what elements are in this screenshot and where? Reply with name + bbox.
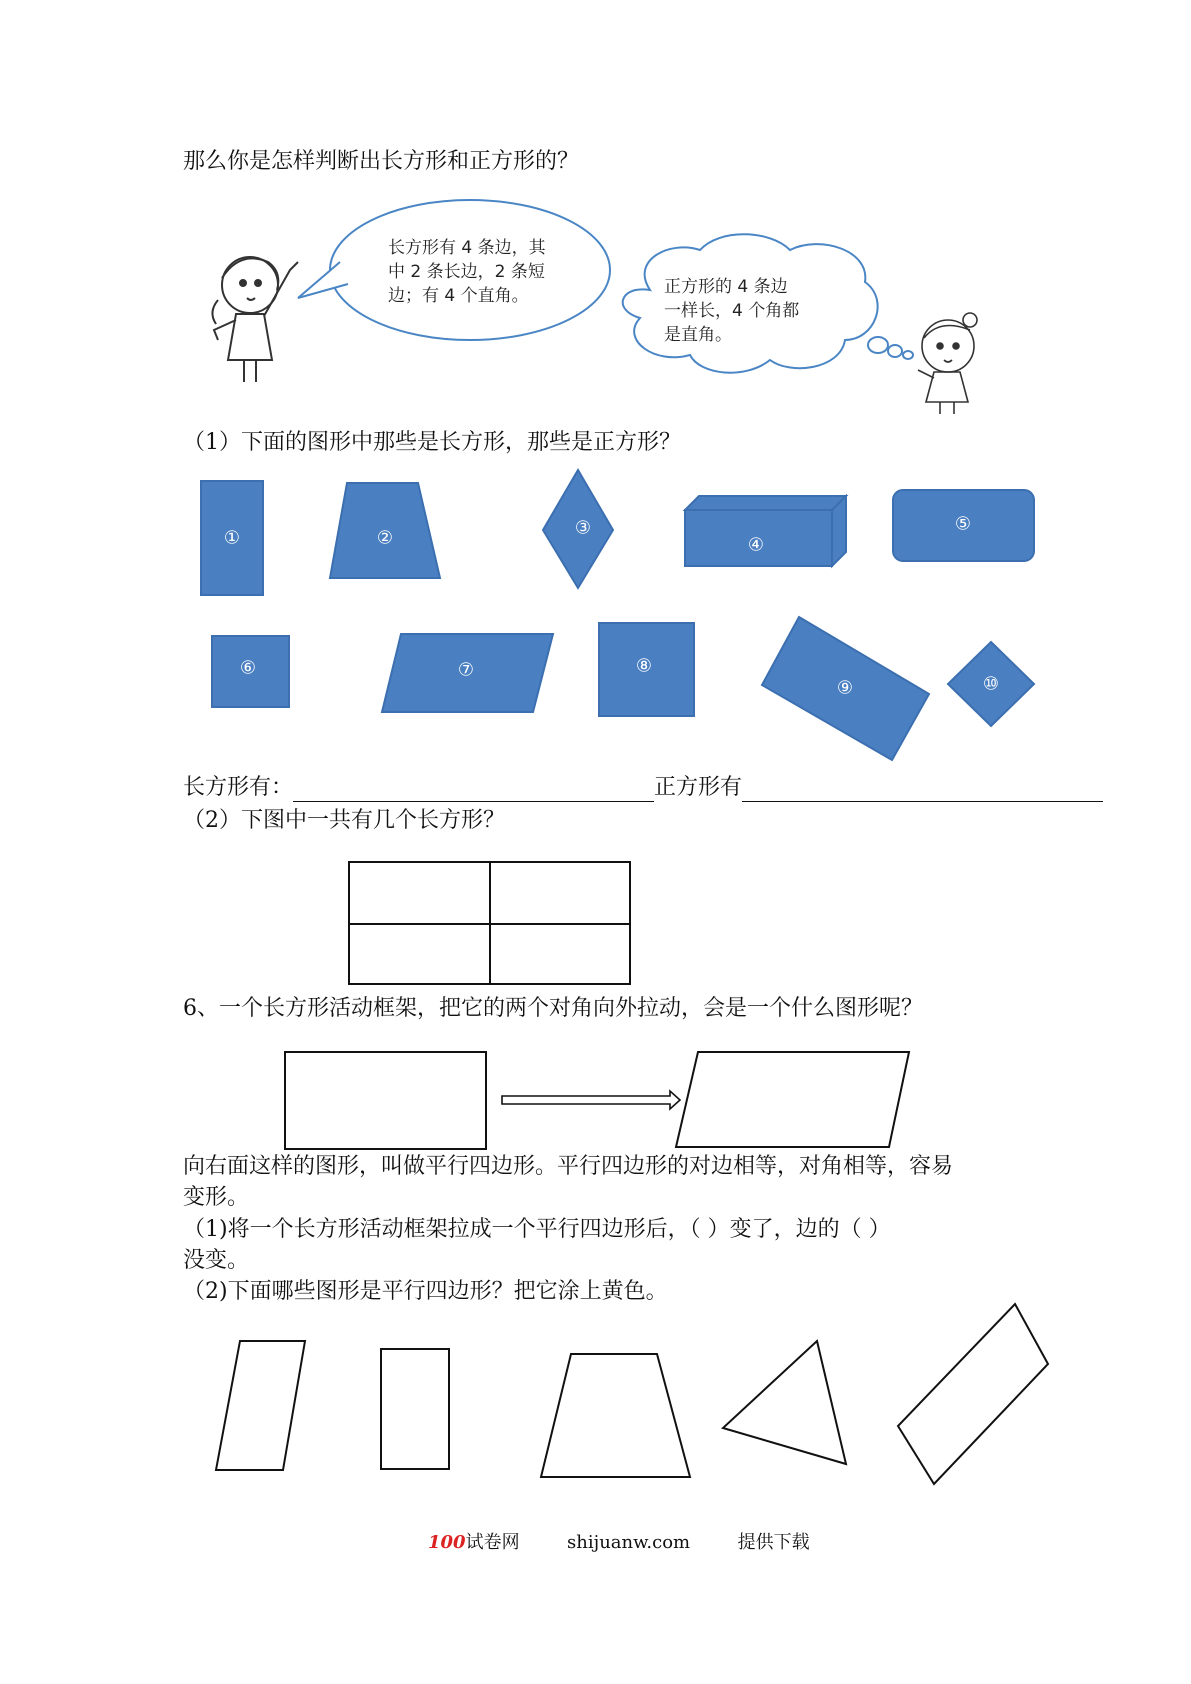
footer (428, 1528, 810, 1554)
bubble-right-line-2: 一样长，4 个角都 (664, 301, 800, 321)
bubble-right-line-1: 正方形的 4 条边 (664, 277, 788, 297)
answer-square-blank[interactable] (742, 779, 1103, 802)
question-1-title: （1）下面的图形中那些是长方形，那些是正方形？ (183, 430, 681, 455)
shape-label-4: ④ (747, 534, 765, 556)
footer-provide: 提供下载 (737, 1532, 810, 1553)
shape-label-1: ① (223, 527, 241, 549)
answer-rectangle-label: 长方形有： (183, 775, 294, 800)
answer-square-label: 正方形有 (654, 775, 743, 800)
footer-site-name: 试卷网 (465, 1532, 520, 1553)
bubble-right-text (664, 275, 799, 347)
shape-label-9: ⑨ (836, 677, 854, 699)
bubble-left-text (388, 236, 546, 308)
bubble-right-line-3: 是直角。 (664, 325, 732, 345)
question-6-title: 6、一个长方形活动框架，把它的两个对角向外拉动，会是一个什么图形呢？ (183, 996, 923, 1021)
bottom-shape-triangle (723, 1341, 846, 1464)
parallelogram-definition-line-1: 向右面这样的图形，叫做平行四边形。平行四边形的对边相等，对角相等，容易 (183, 1154, 954, 1179)
answer-row (183, 774, 1103, 802)
bubble-left-line-3: 边；有 4 个直角。 (388, 286, 529, 306)
answer-rectangle-blank[interactable] (293, 779, 654, 802)
bubble-left-line-2: 中 2 条长边，2 条短 (388, 262, 545, 282)
intro-question: 那么你是怎样判断出长方形和正方形的？ (183, 149, 580, 174)
girl-illustration-left (212, 257, 298, 382)
bottom-shape-rectangle (381, 1349, 449, 1469)
parallelogram-definition-line-2: 变形。 (183, 1185, 250, 1210)
bubble-left-line-1: 长方形有 4 条边，其 (388, 238, 546, 258)
bottom-shape-trapezoid (541, 1354, 690, 1477)
frame-rectangle (285, 1052, 486, 1149)
footer-logo: 100 (428, 1532, 466, 1553)
shape-label-8: ⑧ (635, 655, 653, 677)
shape-4-cuboid (685, 496, 846, 566)
shape-label-5: ⑤ (954, 513, 972, 535)
bottom-shape-tilted-rectangle (898, 1304, 1048, 1484)
question-6-2-title: （2)下面哪些图形是平行四边形？把它涂上黄色。 (183, 1279, 668, 1304)
rectangle-grid-figure (349, 862, 630, 984)
shape-label-6: ⑥ (239, 657, 257, 679)
shape-label-2: ② (376, 527, 394, 549)
girl-illustration-right (918, 313, 977, 414)
transform-arrow (502, 1091, 680, 1109)
question-6-1-line-2: 没变。 (183, 1248, 250, 1273)
bottom-shape-parallelogram (216, 1341, 305, 1470)
frame-parallelogram (676, 1052, 909, 1147)
footer-url[interactable]: shijuanw.com (567, 1532, 691, 1553)
shape-label-7: ⑦ (457, 659, 475, 681)
question-6-1-line-1: （1)将一个长方形活动框架拉成一个平行四边形后，（ ）变了，边的（ ） (183, 1217, 891, 1242)
question-2-title: （2）下图中一共有几个长方形？ (183, 808, 505, 833)
shape-label-10: ⑩ (982, 673, 1000, 695)
shape-label-3: ③ (574, 517, 592, 539)
